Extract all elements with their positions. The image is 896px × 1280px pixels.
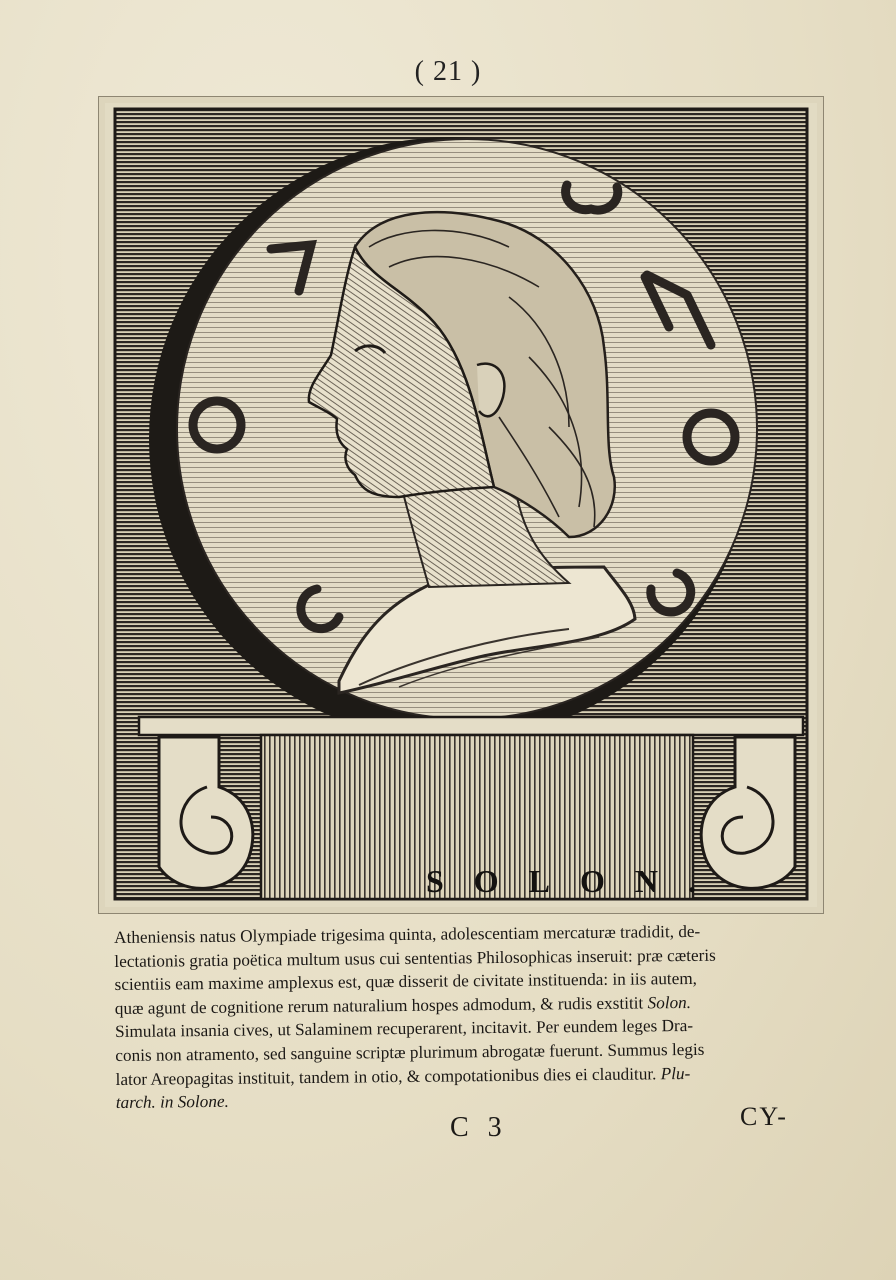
caption-line: lator Areopagitas instituit, tandem in otio, & compotationibus dies ei clauditur. Plu-	[115, 1063, 691, 1089]
citation-end: tarch. in Solone.	[115, 1091, 229, 1113]
page-number: ( 21 )	[414, 56, 482, 87]
portrait-name-label: SOLON.	[425, 863, 727, 899]
caption-line: scientiis eam maxime amplexus est, quæ disserit de civitate instituenda: in iis autem,	[114, 969, 698, 995]
caption-line: lectationis gratia poëtica multum usus cui sententias Philosophicas inseruit: præ cæteris	[114, 945, 716, 971]
caption-line: conis non atramento, sed sanguine scriptæ plurimum abrogatæ fuerunt. Summus legis	[115, 1039, 705, 1065]
portrait-engraving	[99, 97, 823, 913]
caption-line: Simulata insania cives, ut Salaminem recuperarent, incitavit. Per eundem leges Dra-	[115, 1016, 694, 1042]
citation-start: Plu-	[660, 1063, 691, 1083]
caption-line: Atheniensis natus Olympiade trigesima quinta, adolescentiam mercaturæ tradidit, de-	[114, 921, 701, 947]
caption-italic-name: Solon.	[647, 992, 692, 1013]
plinth-ledge	[139, 717, 803, 735]
engraved-plate	[98, 96, 824, 914]
catchword: CY-	[740, 1102, 788, 1131]
caption-line: quæ agunt de cognitione rerum naturalium hospes admodum, & rudis exstitit Solon.	[114, 992, 692, 1018]
signature-mark: C 3	[450, 1112, 508, 1143]
biography-caption	[114, 919, 816, 1115]
